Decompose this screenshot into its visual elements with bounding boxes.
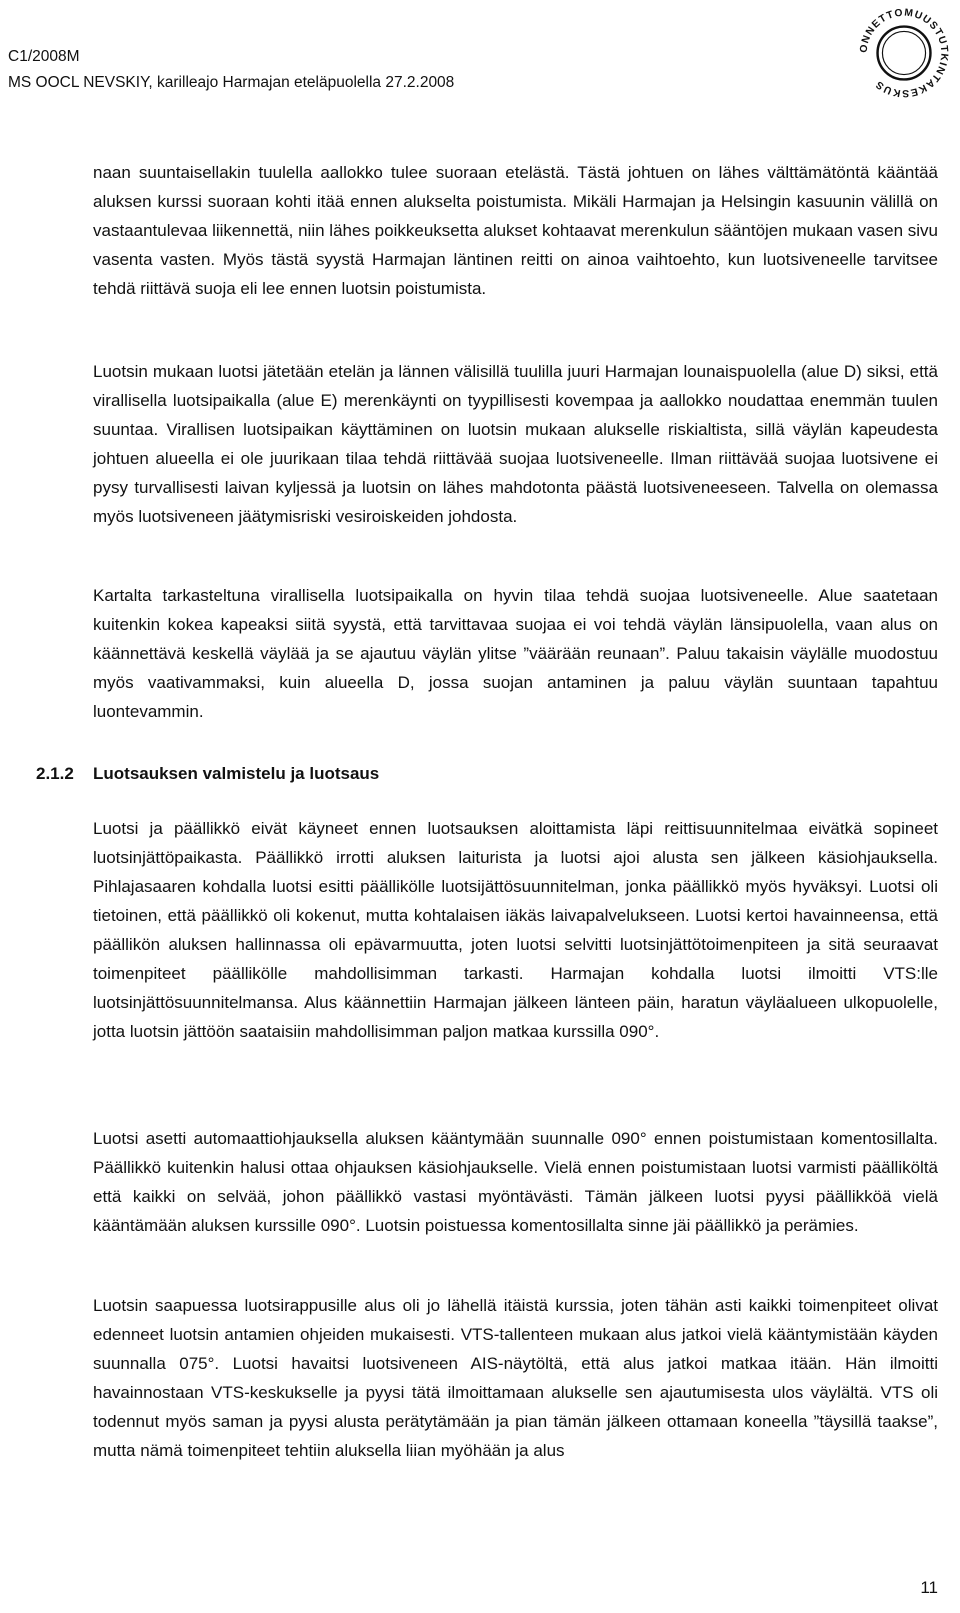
doc-subtitle: MS OOCL NEVSKIY, karilleajo Harmajan eteläpuolella 27.2.2008	[8, 74, 455, 91]
section-heading	[36, 764, 379, 784]
paragraph-6: Luotsin saapuessa luotsirappusille alus oli jo lähellä itäistä kurssia, joten tähän asti kaikki toimenpiteet olivat edenneet luotsin antamien ohjeiden mukaisesti. VTS-tallenteen mukaan alus jatkoi vielä kääntymistään käyden suunnalla 075°. Luotsi havaitsi luotsiveneen AIS-näytöltä, että alus jatkoi matkaa itään. Hän ilmoitti havainnostaan VTS-keskukselle ja pyysi tätä ilmoittamaan alukselle sen ajautumisesta ulos väylältä. VTS oli todennut myös saman ja pyysi alusta perätytämään ja pian tämän jälkeen ottamaan koneella ”täysillä taakse”, mutta nämä toimenpiteet tehtiin aluksella liian myöhään ja alus	[93, 1296, 938, 1460]
paragraph-4: Luotsi ja päällikkö eivät käyneet ennen luotsauksen aloittamista läpi reittisuunnitelmaa eivätkä sopineet luotsinjättöpaikasta. Päällikkö irrotti aluksen laiturista ja luotsi ajoi alusta sen jälkeen käsiohjauksella. Pihlajasaaren kohdalla luotsi esitti päällikölle luotsijättösuunnitelman, jonka päällikkö myös hyväksyi. Luotsi oli tietoinen, että päällikkö oli kokenut, mutta kohtalaisen iäkäs laivapalvelukseen. Luotsi kertoi havainneensa, että päällikön aluksen hallinnassa oli epävarmuutta, joten luotsi selvitti luotsinjättötoimenpiteen ja sitä seuraavat toimenpiteet päällikölle mahdollisimman tarkasti. Harmajan kohdalla luotsi ilmoitti VTS:lle luotsinjättösuunnitelmansa. Alus käännettiin Harmajan jälkeen länteen päin, haratun väyläalueen ulkopuolelle, jotta luotsin jättöön saataisiin mahdollisimman paljon matkaa kurssilla 090°.	[93, 819, 938, 1041]
doc-code: C1/2008M	[8, 48, 80, 65]
logo-text: ONNETTOMUUSTUTKINTAKESKUS	[858, 7, 950, 99]
paragraph-3: Kartalta tarkasteltuna virallisella luotsipaikalla on hyvin tilaa tehdä suojaa luotsiveneelle. Alue saatetaan kuitenkin kokea kapeaksi siitä syystä, että tarvittavaa suojaa ei voi tehdä väylän länsipuolella, vaan alus on käännettävä keskellä väylää ja se ajautuu väylän ylitse ”väärään reunaan”. Paluu takaisin väylälle muodostuu myös vaativammaksi, kuin alueella D, jossa suojan antaminen ja paluu väylän suuntaan tapahtuu luontevammin.	[93, 586, 938, 721]
paragraph-1: naan suuntaisellakin tuulella aallokko tulee suoraan etelästä. Tästä johtuen on lähes välttämätöntä kääntää aluksen kurssi suoraan kohti itää ennen alukselta poistumista. Mikäli Harmajan ja Helsingin kasuunin välillä on vastaantulevaa liikennettä, niin lähes poikkeuksetta alukset kohtaavat merenkulun sääntöjen mukaan vasen sivu vasenta vasten. Myös tästä syystä Harmajan läntinen reitti on ainoa vaihtoehto, kun luotsiveneelle tarvitsee tehdä riittävä suoja eli lee ennen luotsin poistumista.	[93, 163, 938, 298]
paragraph-5: Luotsi asetti automaattiohjauksella aluksen kääntymään suunnalle 090° ennen poistumistaan komentosillalta. Päällikkö kuitenkin halusi ottaa ohjauksen käsiohjaukselle. Vielä ennen poistumistaan luotsi varmisti päälliköltä että kaikki on selvää, johon päällikkö vastasi myöntävästi. Tämän jälkeen luotsi pyysi päällikköä vielä kääntämään aluksen kurssille 090°. Luotsin poistuessa komentosillalta sinne jäi päällikkö ja perämies.	[93, 1129, 938, 1235]
accident-investigation-seal-icon	[855, 4, 953, 102]
section-number: 2.1.2	[36, 764, 74, 783]
section-title: Luotsauksen valmistelu ja luotsaus	[93, 764, 380, 783]
paragraph-2: Luotsin mukaan luotsi jätetään etelän ja lännen välisillä tuulilla juuri Harmajan lounaispuolella (alue D) siksi, että virallisella luotsipaikalla (alue E) merenkäynti on tyypillisesti kovempaa ja aallokko noudattaa enemmän tuulen suuntaa. Virallisen luotsipaikan käyttäminen on luotsin mukaan alukselle riskialtista, sillä väylän kapeudesta johtuen alueella ei ole juurikaan tilaa tehdä riittävää suojaa luotsiveneelle. Ilman riittävää suojaa luotsivene ei pysy turvallisesti laivan kyljessä ja luotsin on lähes mahdotonta päästä luotsiveneeseen. Talvella on olemassa myös luotsiveneen jäätymisriski vesiroiskeiden johdosta.	[93, 362, 938, 526]
page-header	[8, 44, 454, 96]
svg-text:ONNETTOMUUSTUTKINTAKESKUS	[859, 8, 950, 99]
page-number: 11	[920, 1578, 938, 1597]
